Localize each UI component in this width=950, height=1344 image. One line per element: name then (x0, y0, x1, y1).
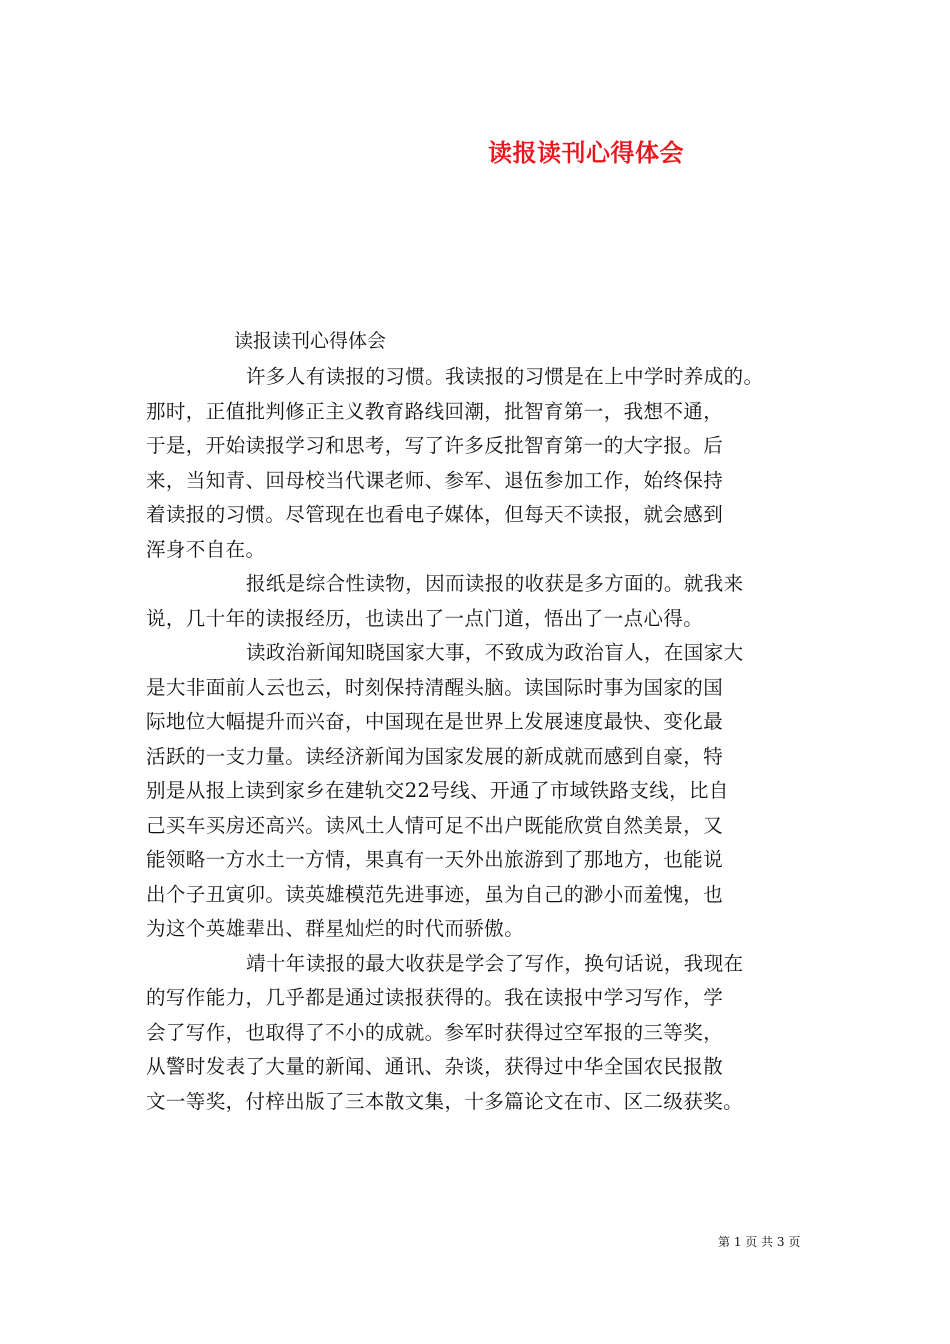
text-line: 能领略一方水土一方情，果真有一天外出旅游到了那地方，也能说 (146, 848, 724, 871)
text-line: 说，几十年的读报经历，也读出了一点门道，悟出了一点心得。 (146, 606, 704, 630)
text-line: 报纸是综合性读物，因而读报的收获是多方面的。就我来 (246, 572, 744, 595)
text-line: 那时，正值批判修正主义教育路线回潮，批智育第一，我想不通， (146, 399, 724, 423)
text-line: 别是从报上读到家乡在建轨交22号线、开通了市域铁路支线，比自 (146, 779, 729, 802)
text-line: 来，当知青、回母校当代课老师、参军、退伍参加工作，始终保持 (146, 468, 724, 492)
text-line: 际地位大幅提升而兴奋，中国现在是世界上发展速度最快、变化最 (146, 710, 724, 733)
text-line: 着读报的习惯。尽管现在也看电子媒体，但每天不读报，就会感到 (146, 503, 724, 526)
text-line: 于是，开始读报学习和思考，写了许多反批智育第一的大字报。后 (146, 434, 724, 457)
text-line: 的写作能力，几乎都是通过读报获得的。我在读报中学习写作，学 (146, 986, 724, 1009)
text-line: 为这个英雄辈出、群星灿烂的时代而骄傲。 (146, 917, 525, 940)
document-title: 读报读刊心得体会 (488, 138, 684, 167)
text-line: 许多人有读报的习惯。我读报的习惯是在上中学时养成的。 (246, 365, 764, 388)
text-line: 从警时发表了大量的新闻、通讯、杂谈，获得过中华全国农民报散 (146, 1055, 724, 1078)
document-subtitle: 读报读刊心得体会 (234, 330, 387, 352)
page-number-footer: 第 1 页 共 3 页 (718, 1235, 801, 1249)
text-line: 会了写作，也取得了不小的成就。参军时获得过空军报的三等奖， (146, 1020, 724, 1044)
text-line: 靖十年读报的最大收获是学会了写作，换句话说，我现在 (246, 951, 744, 975)
document-body (146, 360, 816, 1119)
text-line: 读政治新闻知晓国家大事，不致成为政治盲人，在国家大 (246, 641, 744, 664)
text-line: 浑身不自在。 (146, 537, 266, 561)
text-line: 出个子丑寅卯。读英雄模范先进事迹，虽为自己的渺小而羞愧，也 (146, 882, 724, 906)
text-line: 文一等奖，付梓出版了三本散文集，十多篇论文在市、区二级获奖。 (146, 1089, 744, 1113)
text-line: 己买车买房还高兴。读风土人情可足不出户既能欣赏自然美景，又 (146, 813, 724, 837)
text-line: 活跃的一支力量。读经济新闻为国家发展的新成就而感到自豪，特 (146, 744, 724, 768)
text-line: 是大非面前人云也云，时刻保持清醒头脑。读国际时事为国家的国 (146, 675, 724, 699)
